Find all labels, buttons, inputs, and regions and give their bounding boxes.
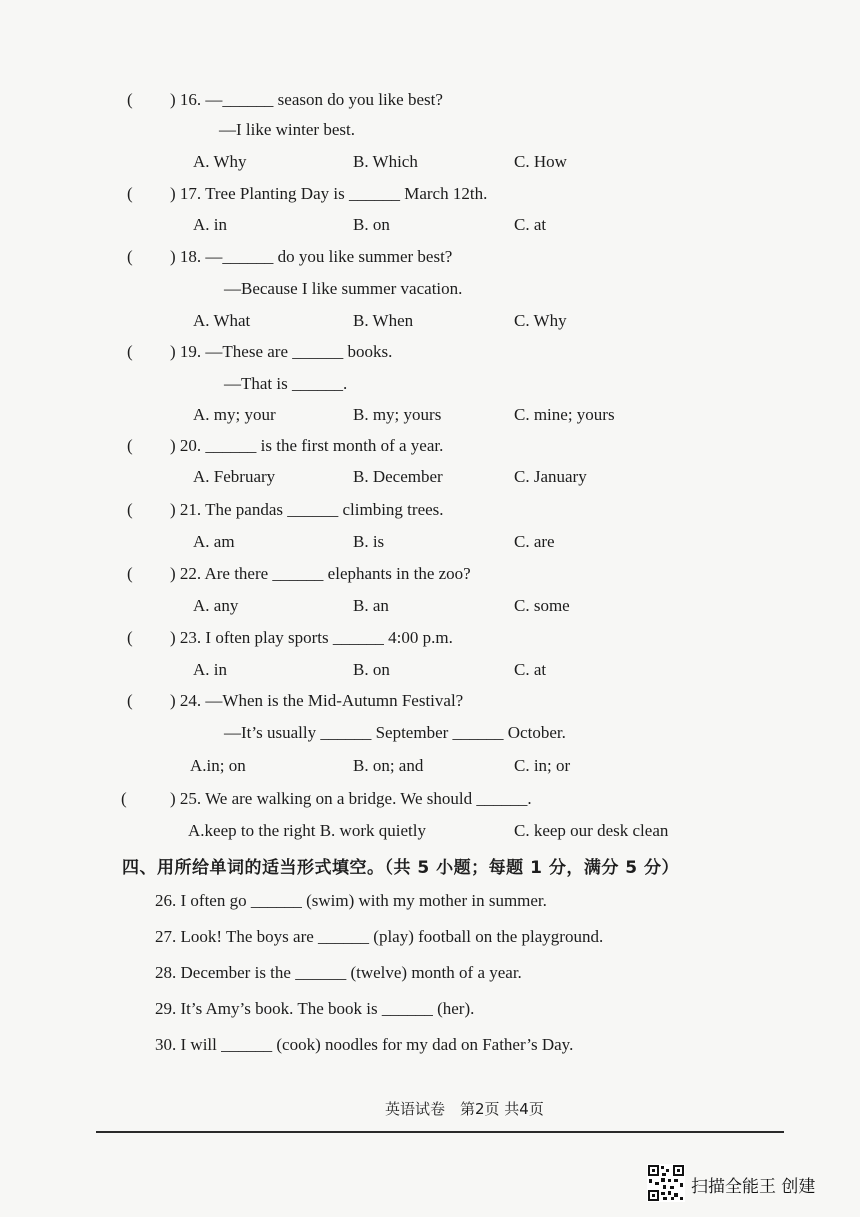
q23-option-a: A. in [193, 660, 227, 679]
question-19-stem: ) 19. —These are ______ books. [170, 342, 393, 361]
answer-bracket: ( [127, 691, 133, 710]
question-24-line2: —It’s usually ______ September ______ October. [224, 723, 566, 742]
q16-option-c: C. How [514, 152, 567, 171]
question-16-stem: ) 16. —______ season do you like best? [170, 90, 443, 109]
question-17-stem: ) 17. Tree Planting Day is ______ March 12th. [170, 184, 488, 203]
scanner-watermark: 扫描全能王 创建 [691, 1177, 816, 1197]
q22-option-c: C. some [514, 596, 570, 615]
q23-option-c: C. at [514, 660, 547, 679]
answer-bracket: ( [127, 628, 133, 647]
q21-option-c: C. are [514, 532, 555, 551]
answer-bracket: ( [127, 500, 133, 519]
fill-item-27: 27. Look! The boys are ______ (play) football on the playground. [155, 927, 604, 946]
q25-option-c: C. keep our desk clean [514, 821, 669, 840]
q24-option-c: C. in; or [514, 756, 571, 775]
answer-bracket: ( [127, 90, 133, 109]
question-18-line2: —Because I like summer vacation. [224, 279, 463, 298]
fill-item-30: 30. I will ______ (cook) noodles for my dad on Father’s Day. [155, 1035, 574, 1054]
q16-option-a: A. Why [193, 152, 247, 171]
q24-option-a: A.in; on [190, 756, 246, 775]
question-20-stem: ) 20. ______ is the first month of a year. [170, 436, 444, 455]
q19-option-b: B. my; yours [353, 405, 442, 424]
question-16-line2: —I like winter best. [219, 120, 355, 139]
question-18-stem: ) 18. —______ do you like summer best? [170, 247, 453, 266]
q18-option-b: B. When [353, 311, 414, 330]
q22-option-a: A. any [193, 596, 239, 615]
question-23-stem: ) 23. I often play sports ______ 4:00 p.m. [170, 628, 453, 647]
q17-option-a: A. in [193, 215, 227, 234]
q20-option-c: C. January [514, 467, 587, 486]
q21-option-a: A. am [193, 532, 235, 551]
fill-item-26: 26. I often go ______ (swim) with my mother in summer. [155, 891, 547, 910]
page-footer: 英语试卷 第2页 共4页 [385, 1100, 544, 1118]
answer-bracket: ( [127, 184, 133, 203]
answer-bracket: ( [127, 564, 133, 583]
answer-bracket: ( [127, 342, 133, 361]
answer-bracket: ( [127, 436, 133, 455]
q20-option-b: B. December [353, 467, 443, 486]
fill-item-29: 29. It’s Amy’s book. The book is ______ (her). [155, 999, 475, 1018]
q20-option-a: A. February [193, 467, 276, 486]
question-25-stem: ) 25. We are walking on a bridge. We should ______. [170, 789, 532, 808]
q23-option-b: B. on [353, 660, 390, 679]
answer-bracket: ( [121, 789, 127, 808]
q18-option-c: C. Why [514, 311, 567, 330]
q24-option-b: B. on; and [353, 756, 424, 775]
q25-option-ab: A.keep to the right B. work quietly [188, 821, 426, 840]
q16-option-b: B. Which [353, 152, 418, 171]
fill-item-28: 28. December is the ______ (twelve) month of a year. [155, 963, 522, 982]
q17-option-b: B. on [353, 215, 390, 234]
question-24-stem: ) 24. —When is the Mid-Autumn Festival? [170, 691, 464, 710]
q19-option-a: A. my; your [193, 405, 276, 424]
qr-code-icon [647, 1164, 685, 1202]
q19-option-c: C. mine; yours [514, 405, 615, 424]
q18-option-a: A. What [193, 311, 251, 330]
answer-bracket: ( [127, 247, 133, 266]
footer-rule [96, 1131, 784, 1133]
q22-option-b: B. an [353, 596, 389, 615]
question-19-line2: —That is ______. [224, 374, 348, 393]
section-4-heading: 四、用所给单词的适当形式填空。（共 5 小题；每题 1 分，满分 5 分） [122, 858, 679, 878]
question-22-stem: ) 22. Are there ______ elephants in the zoo? [170, 564, 471, 583]
question-21-stem: ) 21. The pandas ______ climbing trees. [170, 500, 444, 519]
q21-option-b: B. is [353, 532, 385, 551]
q17-option-c: C. at [514, 215, 547, 234]
